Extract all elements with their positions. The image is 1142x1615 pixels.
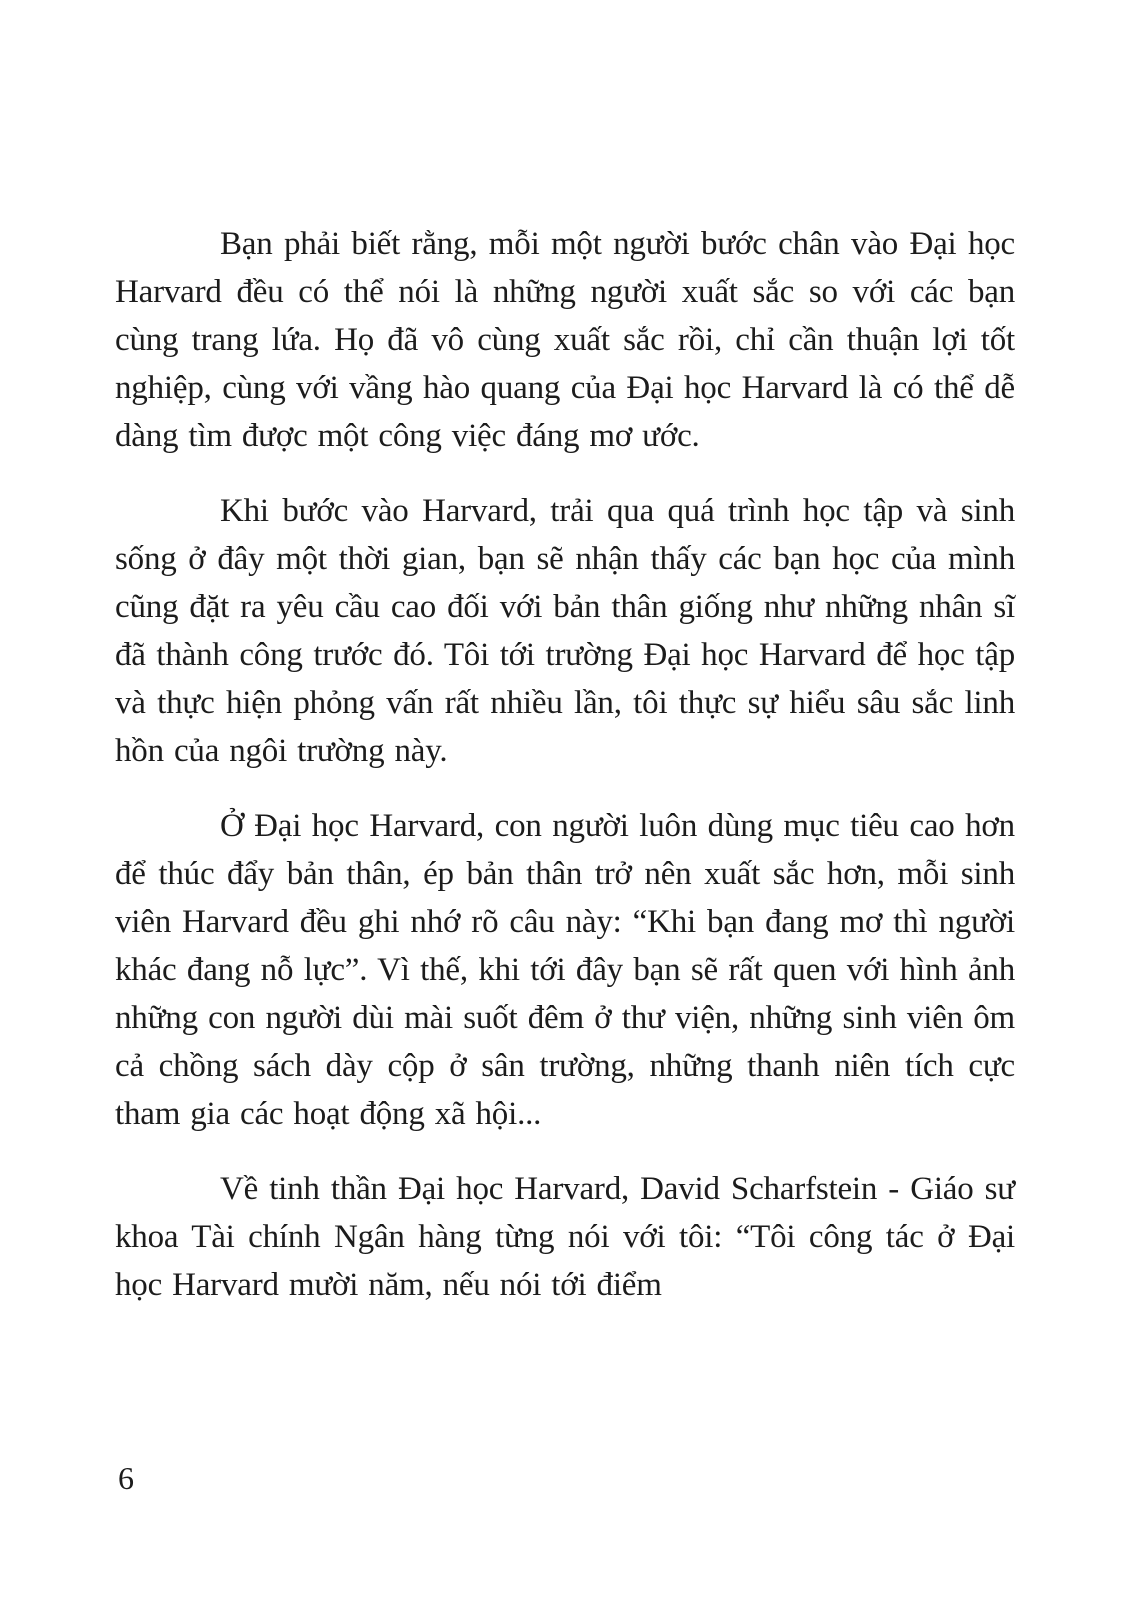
page-number: 6 [118, 1460, 134, 1496]
paragraph-3: Ở Đại học Harvard, con người luôn dùng mục tiêu cao hơn để thúc đẩy bản thân, ép bản thân trở nên xuất sắc hơn, mỗi sinh viên Harvard đều ghi nhớ rõ câu này: “Khi bạn đang mơ thì người khác đang nỗ lực”. Vì thế, khi tới đây bạn sẽ rất quen với hình ảnh những con người dùi mài suốt đêm ở thư viện, những sinh viên ôm cả chồng sách dày cộp ở sân trường, những thanh niên tích cực tham gia các hoạt động xã hội... [115, 808, 1015, 1132]
paragraph-4: Về tinh thần Đại học Harvard, David Scharfstein - Giáo sư khoa Tài chính Ngân hàng từng nói với tôi: “Tôi công tác ở Đại học Harvard mười năm, nếu nói tới điểm [115, 1171, 1015, 1303]
paragraph-1: Bạn phải biết rằng, mỗi một người bước chân vào Đại học Harvard đều có thể nói là những người xuất sắc so với các bạn cùng trang lứa. Họ đã vô cùng xuất sắc rồi, chỉ cần thuận lợi tốt nghiệp, cùng với vầng hào quang của Đại học Harvard là có thể dễ dàng tìm được một công việc đáng mơ ước. [115, 226, 1015, 454]
paragraph-2: Khi bước vào Harvard, trải qua quá trình học tập và sinh sống ở đây một thời gian, bạn sẽ nhận thấy các bạn học của mình cũng đặt ra yêu cầu cao đối với bản thân giống như những nhân sĩ đã thành công trước đó. Tôi tới trường Đại học Harvard để học tập và thực hiện phỏng vấn rất nhiều lần, tôi thực sự hiểu sâu sắc linh hồn của ngôi trường này. [115, 493, 1015, 769]
text-block [115, 220, 1015, 1336]
